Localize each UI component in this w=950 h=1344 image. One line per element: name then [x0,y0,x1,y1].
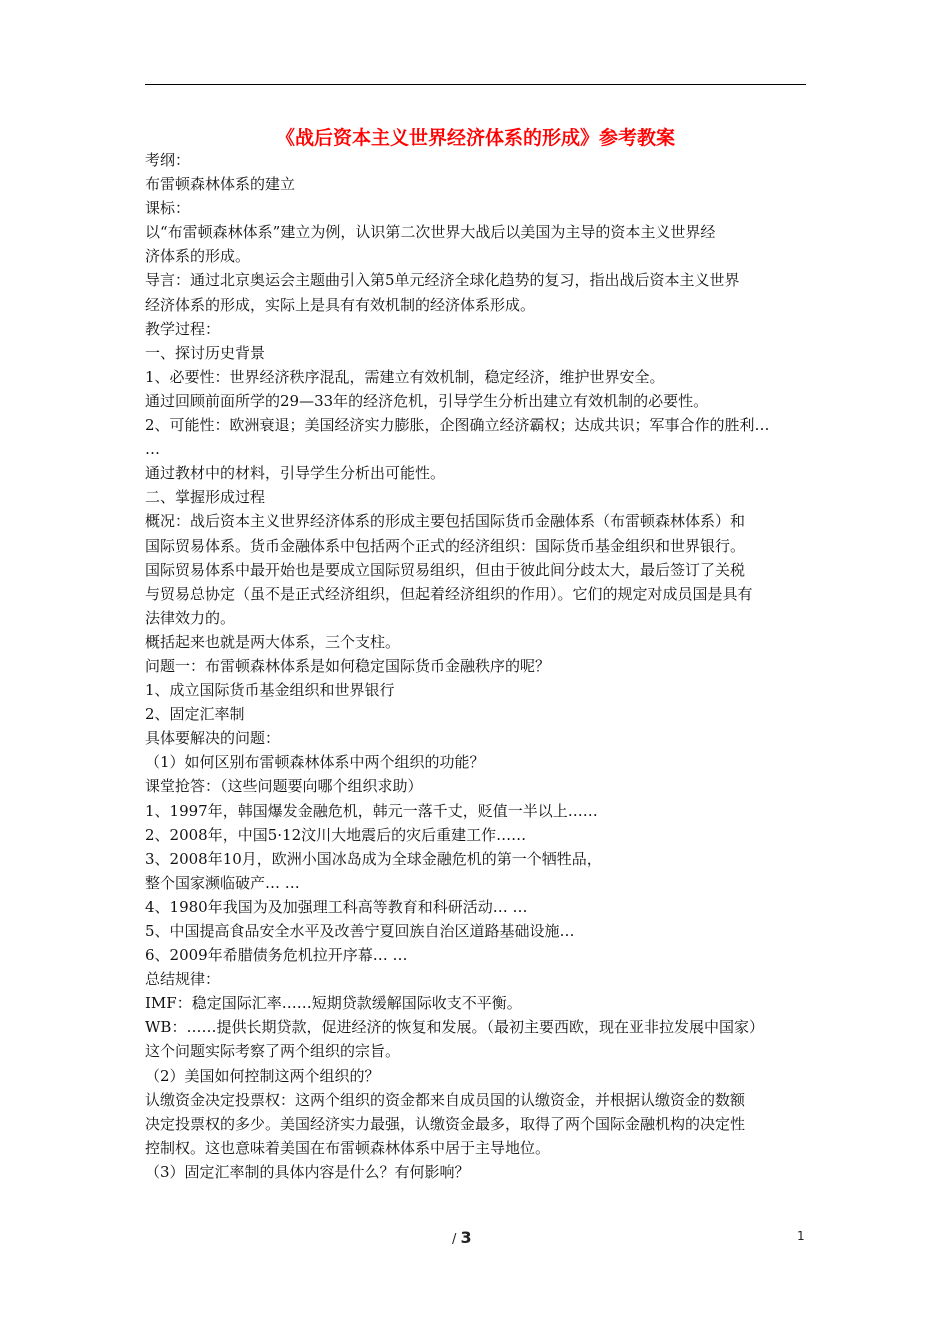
text-line: 教学过程： [145,319,221,338]
text-line: 课标： [145,199,191,218]
text-line: 概况：战后资本主义世界经济体系的形成主要包括国际货币金融体系（布雷顿森林体系）和 [145,512,746,531]
text-line: （3）固定汇率制的具体内容是什么？有何影响？ [145,1162,470,1181]
text-line: IMF：稳定国际汇率……短期贷款缓解国际收支不平衡。 [145,994,522,1013]
text-line: 通过教材中的材料，引导学生分析出可能性。 [145,464,446,483]
text-line: 具体要解决的问题： [145,729,281,748]
text-line: 课堂抢答：（这些问题要向哪个组织求助） [145,777,423,796]
page-count-total: 3 [460,1228,472,1247]
text-line: 1、成立国际货币基金组织和世界银行 [145,681,395,700]
text-line: 布雷顿森林体系的建立 [145,175,296,194]
text-line: 法律效力的。 [145,608,236,627]
text-line: 这个问题实际考察了两个组织的宗旨。 [145,1042,401,1061]
text-line: 导言：通过北京奥运会主题曲引入第5单元经济全球化趋势的复习，指出战后资本主义世界 [145,271,740,290]
text-line: 概括起来也就是两大体系，三个支柱。 [145,632,401,651]
header-rule [145,84,806,85]
text-line: 5、中国提高食品安全水平及改善宁夏回族自治区道路基础设施… [145,922,575,940]
text-line: 以“布雷顿森林体系”建立为例，认识第二次世界大战后以美国为主导的资本主义世界经 [145,223,716,242]
text-line: 1、1997年，韩国爆发金融危机，韩元一落千丈，贬值一半以上…… [145,801,598,820]
text-line: （2）美国如何控制这两个组织的？ [145,1066,380,1085]
text-line: 1、必要性：世界经济秩序混乱，需建立有效机制，稳定经济，维护世界安全。 [145,367,665,386]
page-number: 1 [797,1229,805,1243]
text-line: 控制权。这也意味着美国在布雷顿森林体系中居于主导地位。 [145,1138,551,1157]
text-line: 考纲： [145,151,191,169]
text-line: 国际贸易体系中最开始也是要成立国际贸易组织，但由于彼此间分歧太大，最后签订了关税 [145,560,746,579]
text-line: 4、1980年我国为及加强理工科高等教育和科研活动… … [145,897,528,916]
text-line: 2、2008年，中国5·12汶川大地震后的灾后重建工作…… [145,825,527,844]
page-count-slash: / [452,1232,457,1247]
text-line: WB：……提供长期贷款，促进经济的恢复和发展。（最初主要西欧，现在亚非拉发展中国家） [145,1018,764,1037]
text-line: … [145,440,160,459]
document-title: 《战后资本主义世界经济体系的形成》参考教案 [275,127,675,149]
text-line: 国际贸易体系。货币金融体系中包括两个正式的经济组织：国际货币基金组织和世界银行。 [145,536,746,555]
text-line: 3、2008年10月，欧洲小国冰岛成为全球金融危机的第一个牺牲品， [145,849,602,868]
page-count [452,1228,472,1247]
text-line: 认缴资金决定投票权：这两个组织的资金都来自成员国的认缴资金，并根据认缴资金的数额 [145,1090,746,1109]
text-line: 济体系的形成。 [145,247,251,266]
text-line: 经济体系的形成，实际上是具有有效机制的经济体系形成。 [145,295,536,314]
text-line: 6、2009年希腊债务危机拉开序幕… … [145,946,408,965]
text-line: 二、掌握形成过程 [145,488,266,507]
text-line: 通过回顾前面所学的29—33年的经济危机，引导学生分析出建立有效机制的必要性。 [145,391,709,410]
text-line: 与贸易总协定（虽不是正式经济组织，但起着经济组织的作用）。它们的规定对成员国是具有 [145,584,753,603]
text-line: 一、探讨历史背景 [145,343,266,362]
text-line: 总结规律： [145,970,221,989]
text-line: 2、可能性：欧洲衰退；美国经济实力膨胀，企图确立经济霸权；达成共识；军事合作的胜利… [145,416,770,435]
text-line: （1）如何区别布雷顿森林体系中两个组织的功能？ [145,753,485,772]
text-line: 问题一：布雷顿森林体系是如何稳定国际货币金融秩序的呢？ [145,656,551,675]
text-line: 整个国家濒临破产… … [145,873,300,892]
text-line: 决定投票权的多少。美国经济实力最强，认缴资金最多，取得了两个国际金融机构的决定性 [145,1114,746,1133]
text-line: 2、固定汇率制 [145,705,245,724]
document-body [145,148,810,1184]
